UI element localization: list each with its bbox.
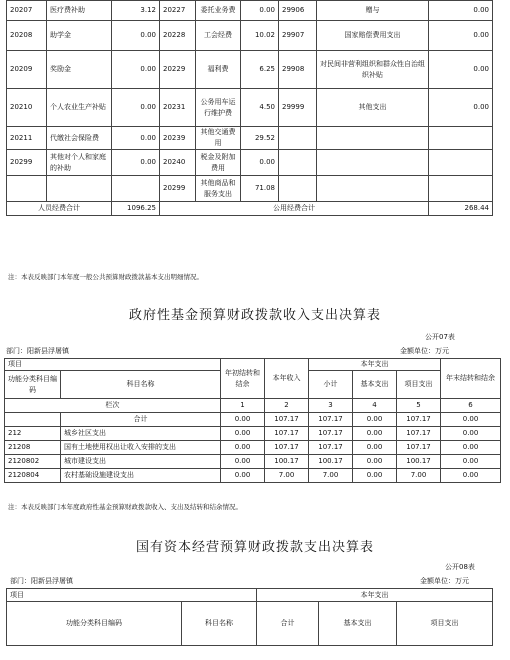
- name-cell: 其他商品和服务支出: [196, 176, 241, 202]
- header-income: 本年收入: [265, 359, 309, 399]
- amount-cell: 107.17: [265, 441, 309, 455]
- code-cell: [279, 176, 317, 202]
- name-cell: 对民间非营利组织和群众性自治组织补贴: [317, 51, 429, 89]
- table-code: 公开08表: [445, 563, 475, 571]
- amount-cell: 0.00: [441, 455, 501, 469]
- amount-cell: 0.00: [441, 441, 501, 455]
- code-cell: 20209: [7, 51, 47, 89]
- personnel-total-value: 1096.25: [112, 202, 160, 216]
- code-cell: 20240: [160, 150, 196, 176]
- amount-cell: 10.02: [241, 21, 279, 51]
- table-row: [7, 1, 493, 21]
- name-cell: 其他支出: [317, 89, 429, 127]
- department-label: 部门：阳新县浮屠镇: [6, 347, 69, 355]
- table-note: 注：本表反映部门本年度政府性基金预算财政拨款收入、支出及结转和结余情况。: [8, 503, 242, 511]
- table-row: [5, 427, 501, 441]
- name-cell: 税金及附加费用: [196, 150, 241, 176]
- name-cell: 工会经费: [196, 21, 241, 51]
- public-total-value: 268.44: [429, 202, 493, 216]
- header-expense: 本年支出: [257, 589, 493, 602]
- header-total: 合计: [257, 602, 319, 646]
- seq-row: [5, 399, 501, 413]
- fund-budget-table: [4, 358, 501, 483]
- name-cell: 其他对个人和家庭的补助: [47, 150, 112, 176]
- header-project: 项目支出: [397, 602, 493, 646]
- name-cell: 奖励金: [47, 51, 112, 89]
- name-cell: 福利费: [196, 51, 241, 89]
- table-row: [7, 127, 493, 150]
- amount-cell: 4.50: [241, 89, 279, 127]
- amount-cell: 0.00: [112, 89, 160, 127]
- name-cell: 城乡社区支出: [61, 427, 221, 441]
- amount-cell: 0.00: [353, 413, 397, 427]
- header-basic: 基本支出: [353, 371, 397, 399]
- amount-cell: 0.00: [441, 413, 501, 427]
- header-expense: 本年支出: [309, 359, 441, 371]
- state-capital-table: [6, 588, 493, 646]
- amount-cell: 71.08: [241, 176, 279, 202]
- amount-cell: 7.00: [265, 469, 309, 483]
- header-project: 项目支出: [397, 371, 441, 399]
- name-cell: 代缴社会保险费: [47, 127, 112, 150]
- code-cell: 20208: [7, 21, 47, 51]
- table-row: [7, 89, 493, 127]
- amount-cell: 107.17: [265, 413, 309, 427]
- name-cell: 助学金: [47, 21, 112, 51]
- page-title: 国有资本经营预算财政拨款支出决算表: [135, 540, 374, 555]
- amount-cell: 0.00: [112, 21, 160, 51]
- amount-cell: 0.00: [241, 150, 279, 176]
- amount-cell: 0.00: [221, 427, 265, 441]
- code-cell: 29906: [279, 1, 317, 21]
- amount-cell: 3.12: [112, 1, 160, 21]
- amount-cell: [429, 176, 493, 202]
- expense-detail-table: [6, 0, 493, 216]
- amount-cell: 0.00: [221, 413, 265, 427]
- code-cell: 212: [5, 427, 61, 441]
- amount-cell: 0.00: [112, 127, 160, 150]
- amount-cell: 0.00: [221, 469, 265, 483]
- amount-cell: 6.25: [241, 51, 279, 89]
- header-code: 功能分类科目编码: [5, 371, 61, 399]
- table-code: 公开07表: [425, 333, 455, 341]
- seq-cell: 4: [353, 399, 397, 413]
- header-end-balance: 年末结转和结余: [441, 359, 501, 399]
- code-cell: 29999: [279, 89, 317, 127]
- public-total-label: 公用经费合计: [160, 202, 429, 216]
- header-item: 项目: [5, 359, 221, 371]
- amount-cell: 107.17: [397, 427, 441, 441]
- seq-cell: 6: [441, 399, 501, 413]
- name-cell: 城市建设支出: [61, 455, 221, 469]
- amount-cell: 0.00: [429, 89, 493, 127]
- name-cell: [317, 150, 429, 176]
- table-row: [5, 469, 501, 483]
- header-code: 功能分类科目编码: [7, 602, 182, 646]
- code-cell: 29907: [279, 21, 317, 51]
- amount-cell: 107.17: [309, 413, 353, 427]
- amount-cell: 0.00: [353, 469, 397, 483]
- amount-cell: 0.00: [441, 469, 501, 483]
- amount-cell: 0.00: [353, 427, 397, 441]
- header-subtotal: 小计: [309, 371, 353, 399]
- seq-cell: 3: [309, 399, 353, 413]
- amount-cell: 0.00: [112, 150, 160, 176]
- header-basic: 基本支出: [319, 602, 397, 646]
- seq-cell: 5: [397, 399, 441, 413]
- amount-cell: 0.00: [441, 427, 501, 441]
- table-row: [7, 150, 493, 176]
- code-cell: 2120802: [5, 455, 61, 469]
- name-cell: 个人农业生产补贴: [47, 89, 112, 127]
- amount-cell: 0.00: [429, 21, 493, 51]
- table-row: [5, 413, 501, 427]
- code-cell: 2120804: [5, 469, 61, 483]
- amount-cell: 0.00: [221, 441, 265, 455]
- name-cell: 国有土地使用权出让收入安排的支出: [61, 441, 221, 455]
- code-cell: 20231: [160, 89, 196, 127]
- table-row: [7, 176, 493, 202]
- code-cell: 20239: [160, 127, 196, 150]
- code-cell: 21208: [5, 441, 61, 455]
- total-row: [7, 202, 493, 216]
- amount-cell: [429, 127, 493, 150]
- header-item: 项目: [7, 589, 257, 602]
- seq-label: 栏次: [5, 399, 221, 413]
- name-cell: 其他交通费用: [196, 127, 241, 150]
- amount-cell: 107.17: [397, 441, 441, 455]
- amount-cell: 7.00: [397, 469, 441, 483]
- code-cell: 29908: [279, 51, 317, 89]
- code-cell: [7, 176, 47, 202]
- amount-cell: [112, 176, 160, 202]
- code-cell: [279, 150, 317, 176]
- code-cell: 20207: [7, 1, 47, 21]
- code-cell: 20227: [160, 1, 196, 21]
- department-label: 部门：阳新县浮屠镇: [10, 577, 73, 585]
- amount-cell: 100.17: [309, 455, 353, 469]
- name-cell: 医疗费补助: [47, 1, 112, 21]
- unit-label: 金额单位：万元: [420, 577, 469, 585]
- amount-cell: 0.00: [429, 51, 493, 89]
- code-cell: [279, 127, 317, 150]
- amount-cell: 29.52: [241, 127, 279, 150]
- amount-cell: 107.17: [397, 413, 441, 427]
- table-row: [7, 51, 493, 89]
- seq-cell: 1: [221, 399, 265, 413]
- unit-label: 金额单位：万元: [400, 347, 449, 355]
- code-cell: 20228: [160, 21, 196, 51]
- header-name: 科目名称: [182, 602, 257, 646]
- amount-cell: 0.00: [353, 441, 397, 455]
- table-note: 注：本表反映部门本年度一般公共预算财政拨款基本支出明细情况。: [8, 273, 203, 281]
- amount-cell: 107.17: [265, 427, 309, 441]
- seq-cell: 2: [265, 399, 309, 413]
- name-cell: 委托业务费: [196, 1, 241, 21]
- amount-cell: 0.00: [112, 51, 160, 89]
- code-cell: [5, 413, 61, 427]
- name-cell: 赠与: [317, 1, 429, 21]
- amount-cell: 0.00: [241, 1, 279, 21]
- amount-cell: 100.17: [265, 455, 309, 469]
- table-row: [5, 441, 501, 455]
- code-cell: 20210: [7, 89, 47, 127]
- amount-cell: 7.00: [309, 469, 353, 483]
- amount-cell: 0.00: [353, 455, 397, 469]
- amount-cell: 107.17: [309, 427, 353, 441]
- name-cell: 公务用车运行维护费: [196, 89, 241, 127]
- amount-cell: 100.17: [397, 455, 441, 469]
- name-cell: [47, 176, 112, 202]
- name-cell: 合计: [61, 413, 221, 427]
- amount-cell: 0.00: [429, 1, 493, 21]
- amount-cell: 0.00: [221, 455, 265, 469]
- code-cell: 20211: [7, 127, 47, 150]
- amount-cell: 107.17: [309, 441, 353, 455]
- table-row: [7, 21, 493, 51]
- page-title: 政府性基金预算财政拨款收入支出决算表: [128, 308, 381, 323]
- header-name: 科目名称: [61, 371, 221, 399]
- table-row: [5, 455, 501, 469]
- name-cell: 农村基础设施建设支出: [61, 469, 221, 483]
- name-cell: 国家赔偿费用支出: [317, 21, 429, 51]
- code-cell: 20299: [160, 176, 196, 202]
- personnel-total-label: 人员经费合计: [7, 202, 112, 216]
- header-begin-balance: 年初结转和结余: [221, 359, 265, 399]
- name-cell: [317, 176, 429, 202]
- code-cell: 20229: [160, 51, 196, 89]
- amount-cell: [429, 150, 493, 176]
- name-cell: [317, 127, 429, 150]
- code-cell: 20299: [7, 150, 47, 176]
